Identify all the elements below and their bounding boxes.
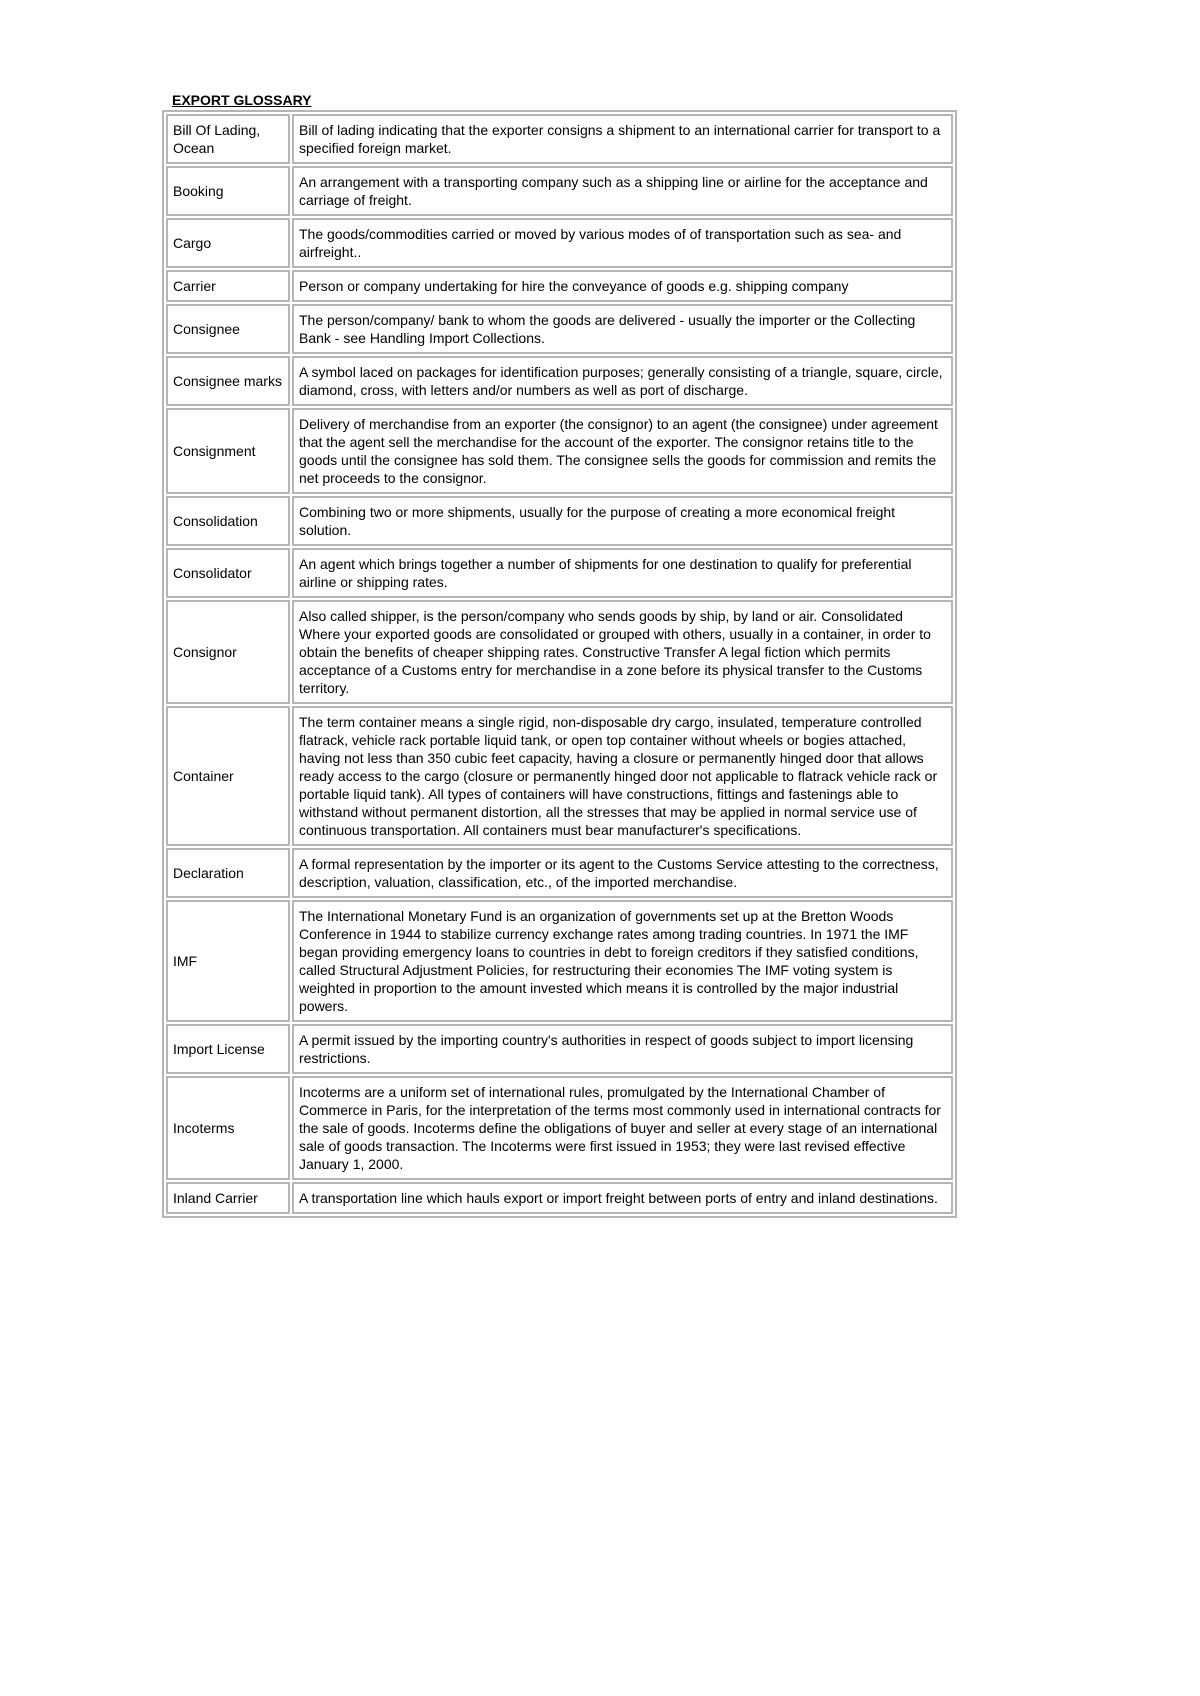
term-cell: IMF xyxy=(166,900,290,1022)
term-cell: Consignee xyxy=(166,304,290,354)
definition-cell: A formal representation by the importer or its agent to the Customs Service attesting to the correctness, description, valuation, classification, etc., of the imported merchandise. xyxy=(292,848,953,898)
term-cell: Consolidator xyxy=(166,548,290,598)
definition-cell: Combining two or more shipments, usually for the purpose of creating a more economical freight solution. xyxy=(292,496,953,546)
term-cell: Consignment xyxy=(166,408,290,494)
table-row xyxy=(166,270,953,302)
table-row xyxy=(166,848,953,898)
term-cell: Bill Of Lading, Ocean xyxy=(166,114,290,164)
term-cell: Consignor xyxy=(166,600,290,704)
definition-cell: An agent which brings together a number of shipments for one destination to qualify for preferential airline or shipping rates. xyxy=(292,548,953,598)
term-cell: Consolidation xyxy=(166,496,290,546)
definition-cell: The term container means a single rigid, non-disposable dry cargo, insulated, temperature controlled flatrack, vehicle rack portable liquid tank, or open top container without wheels or bogies attached, having not less than 350 cubic feet capacity, having a closure or permanently hinged door that allows ready access to the cargo (closure or permanently hinged door not applicable to flatrack vehicle rack or portable liquid tank). All types of containers will have constructions, fittings and fastenings able to withstand without permanent distortion, all the stresses that may be applied in normal service use of continuous transportation. All containers must bear manufacturer's specifications. xyxy=(292,706,953,846)
table-row xyxy=(166,1024,953,1074)
table-row xyxy=(166,304,953,354)
definition-cell: Person or company undertaking for hire the conveyance of goods e.g. shipping company xyxy=(292,270,953,302)
table-row xyxy=(166,496,953,546)
definition-cell: Delivery of merchandise from an exporter (the consignor) to an agent (the consignee) under agreement that the agent sell the merchandise for the account of the exporter. The consignor retains title to the goods until the consignee has sold them. The consignee sells the goods for commission and remits the net proceeds to the consignor. xyxy=(292,408,953,494)
definition-cell: A permit issued by the importing country's authorities in respect of goods subject to import licensing restrictions. xyxy=(292,1024,953,1074)
definition-cell: The goods/commodities carried or moved by various modes of of transportation such as sea- and airfreight.. xyxy=(292,218,953,268)
term-cell: Incoterms xyxy=(166,1076,290,1180)
term-cell: Declaration xyxy=(166,848,290,898)
table-row xyxy=(166,218,953,268)
term-cell: Inland Carrier xyxy=(166,1182,290,1214)
table-row xyxy=(166,166,953,216)
definition-cell: Bill of lading indicating that the exporter consigns a shipment to an international carrier for transport to a specified foreign market. xyxy=(292,114,953,164)
table-row xyxy=(166,706,953,846)
term-cell: Cargo xyxy=(166,218,290,268)
page-title: EXPORT GLOSSARY xyxy=(172,92,312,108)
table-row xyxy=(166,408,953,494)
table-row xyxy=(166,600,953,704)
term-cell: Booking xyxy=(166,166,290,216)
definition-cell: The International Monetary Fund is an organization of governments set up at the Bretton Woods Conference in 1944 to stabilize currency exchange rates among trading countries. In 1971 the IMF began providing emergency loans to countries in debt to foreign creditors if they satisfied conditions, called Structural Adjustment Policies, for restructuring their economies The IMF voting system is weighted in proportion to the amount invested which means it is controlled by the major industrial powers. xyxy=(292,900,953,1022)
term-cell: Consignee marks xyxy=(166,356,290,406)
definition-cell: An arrangement with a transporting company such as a shipping line or airline for the acceptance and carriage of freight. xyxy=(292,166,953,216)
term-cell: Import License xyxy=(166,1024,290,1074)
table-row xyxy=(166,356,953,406)
term-cell: Carrier xyxy=(166,270,290,302)
term-cell: Container xyxy=(166,706,290,846)
definition-cell: Also called shipper, is the person/company who sends goods by ship, by land or air. Consolidated Where your exported goods are consolidated or grouped with others, usually in a container, in order to obtain the benefits of cheaper shipping rates. Constructive Transfer A legal fiction which permits acceptance of a Customs entry for merchandise in a zone before its physical transfer to the Customs territory. xyxy=(292,600,953,704)
definition-cell: A symbol laced on packages for identification purposes; generally consisting of a triangle, square, circle, diamond, cross, with letters and/or numbers as well as port of discharge. xyxy=(292,356,953,406)
definition-cell: The person/company/ bank to whom the goods are delivered - usually the importer or the Collecting Bank - see Handling Import Collections. xyxy=(292,304,953,354)
definition-cell: A transportation line which hauls export or import freight between ports of entry and inland destinations. xyxy=(292,1182,953,1214)
table-row xyxy=(166,548,953,598)
glossary-table xyxy=(162,110,957,1218)
table-row xyxy=(166,900,953,1022)
table-row xyxy=(166,1076,953,1180)
table-row xyxy=(166,1182,953,1214)
definition-cell: Incoterms are a uniform set of international rules, promulgated by the International Chamber of Commerce in Paris, for the interpretation of the terms most commonly used in international contracts for the sale of goods. Incoterms define the obligations of buyer and seller at every stage of an international sale of goods transaction. The Incoterms were first issued in 1953; they were last revised effective January 1, 2000. xyxy=(292,1076,953,1180)
table-row xyxy=(166,114,953,164)
